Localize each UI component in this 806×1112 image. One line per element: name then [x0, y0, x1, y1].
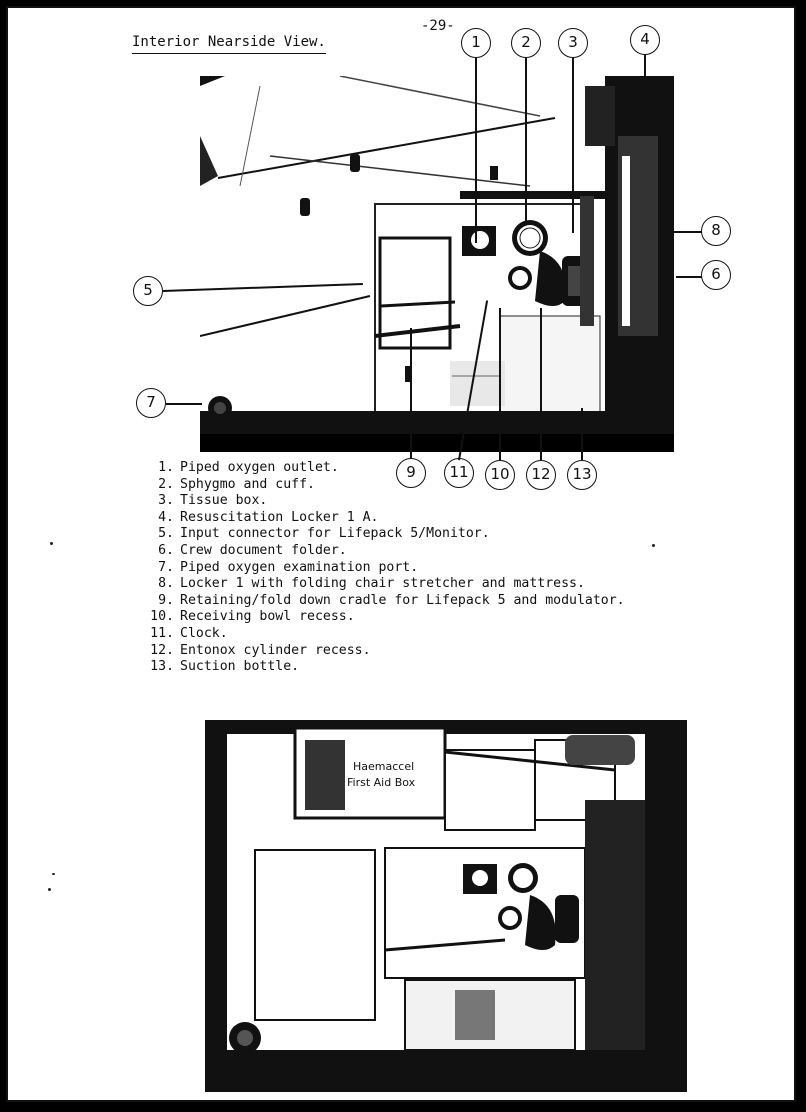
callout-3: 3 — [558, 28, 588, 58]
callout-12: 12 — [526, 460, 556, 490]
callout-8: 8 — [701, 216, 731, 246]
legend-item: 7. Piped oxygen examination port. — [158, 559, 419, 575]
legend-item: 8. Locker 1 with folding chair stretcher and mattress. — [158, 576, 585, 592]
scan-speck — [52, 873, 55, 875]
callout-10: 10 — [485, 460, 515, 490]
scan-speck — [652, 544, 655, 547]
leader-line-7 — [166, 403, 202, 405]
leader-line-8 — [674, 231, 702, 233]
callout-1: 1 — [461, 28, 491, 58]
legend-item: 10. Receiving bowl recess. — [150, 609, 355, 625]
page-number: -29- — [421, 18, 455, 34]
top-photo-image — [200, 76, 674, 452]
top-photo — [200, 76, 674, 452]
leader-line-4 — [644, 55, 646, 77]
callout-6: 6 — [701, 260, 731, 290]
legend-item: 6. Crew document folder. — [158, 542, 347, 558]
leader-line-1 — [475, 58, 477, 243]
legend-item: 12. Entonox cylinder recess. — [150, 642, 371, 658]
document-page — [6, 6, 796, 1102]
callout-7: 7 — [136, 388, 166, 418]
callout-11: 11 — [444, 458, 474, 488]
legend-item: 13. Suction bottle. — [150, 659, 300, 675]
leader-line-13 — [581, 408, 583, 460]
callout-5: 5 — [133, 276, 163, 306]
leader-line-10 — [499, 308, 501, 460]
legend-item: 9. Retaining/fold down cradle for Lifepack 5 and modulator. — [158, 592, 625, 608]
leader-line-9 — [410, 328, 412, 458]
legend-item: 5. Input connector for Lifepack 5/Monitor. — [158, 526, 490, 542]
leader-line-3 — [572, 58, 574, 233]
callout-2: 2 — [511, 28, 541, 58]
callout-9: 9 — [396, 458, 426, 488]
leader-line-2 — [525, 58, 527, 223]
scan-speck — [50, 542, 53, 545]
leader-line-6 — [676, 276, 702, 278]
callout-4: 4 — [630, 25, 660, 55]
box-label-line2: First Aid Box — [347, 776, 416, 789]
leader-line-12 — [540, 308, 542, 460]
page-heading: Interior Nearside View. — [132, 34, 326, 54]
legend-item: 11. Clock. — [150, 625, 228, 641]
legend-item: 4. Resuscitation Locker 1 A. — [158, 509, 379, 525]
box-label-line1: Haemaccel — [353, 760, 415, 773]
legend-item: 1. Piped oxygen outlet. — [158, 460, 339, 475]
bottom-photo-image — [205, 720, 687, 1092]
scan-speck — [48, 888, 51, 891]
legend-item: 2. Sphygmo and cuff. — [158, 476, 315, 492]
bottom-photo — [205, 720, 687, 1092]
legend-item: 3. Tissue box. — [158, 493, 268, 509]
callout-13: 13 — [567, 460, 597, 490]
legend-list — [136, 460, 656, 676]
